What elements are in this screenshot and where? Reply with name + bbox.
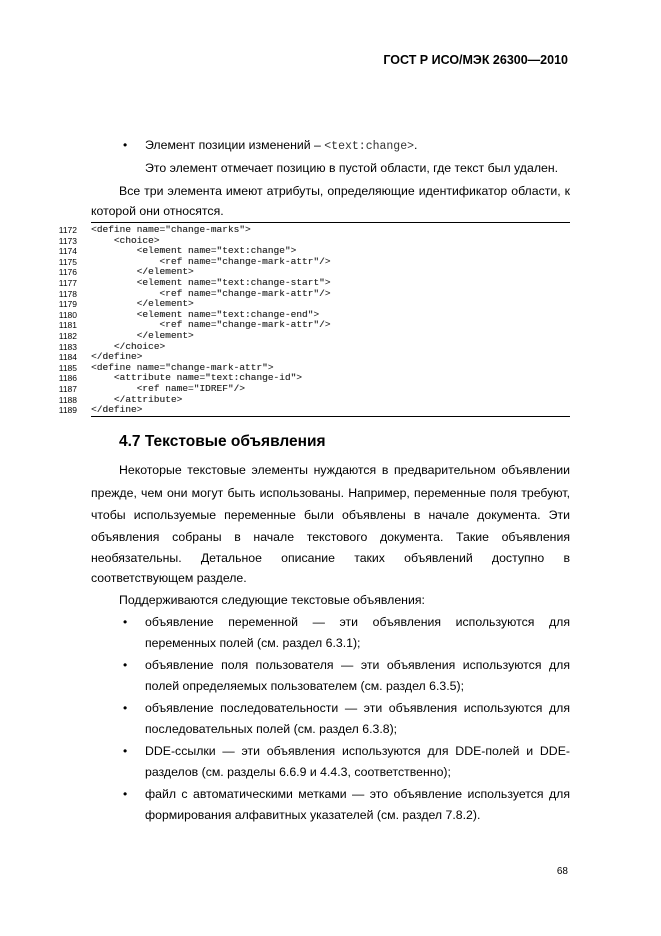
paragraph-line: необязательны. Детальное описание таких объявлений доступно в [91,551,570,565]
code-line-number: 1175 [58,256,77,267]
paragraph-line: соответствующем разделе. [91,571,247,585]
code-line-number: 1173 [58,235,77,246]
list-item-line: DDE-ссылки — эти объявления используются для DDE-полей и DDE- [145,744,570,758]
code-line-number: 1183 [58,341,77,352]
code-line-number: 1188 [58,394,77,405]
list-item-line: последовательных полей (см. раздел 6.3.8); [145,722,398,736]
list-item-line: объявление последовательности — эти объявления используются для [145,701,570,715]
paragraph-line: Все три элемента имеют атрибуты, определяющие идентификатор области, к [119,184,570,198]
code-line-text: <element name="text:change"> [91,245,297,257]
code-line-text: </element> [91,298,194,310]
bullet-marker: • [123,787,128,801]
code-line-text: <ref name="IDREF"/> [91,383,245,394]
list-item-line: объявление переменной — эти объявления используются для [145,615,570,629]
code-line-text: <ref name="change-mark-attr"/> [91,319,331,331]
section-title: 4.7 Текстовые объявления [119,433,326,450]
code-line-text: </choice> [91,340,166,352]
paragraph-line: Некоторые текстовые элементы нуждаются в предварительном объявлении [119,463,570,477]
code-line-number: 1180 [58,309,77,320]
paragraph-line: которой они относятся. [91,204,224,218]
code-bottom-rule [91,416,570,417]
code-top-rule [91,222,570,223]
bullet-change-element [145,138,417,153]
list-item-line: объявление поля пользователя — эти объявления используются для [145,658,570,672]
code-line-text: </attribute> [91,393,183,405]
list-item-line: файл с автоматическими метками — это объявление используется для [145,787,570,801]
bullet-marker: • [123,658,128,672]
list-item-line: разделов (см. разделы 6.6.9 и 4.4.3, соответственно); [145,765,451,779]
paragraph-line: прежде, чем они могут быть использованы. Например, переменные поля требуют, [91,486,570,500]
bullet-marker: • [123,615,128,629]
bullet-end: . [414,138,418,152]
bullet-marker: • [123,138,128,152]
code-line-number: 1178 [58,288,77,299]
code-line-text: </define> [91,404,143,416]
code-line-number: 1186 [58,373,77,384]
bullet-marker: • [123,701,128,715]
code-line-number: 1182 [58,331,77,341]
code-line-text: <define name="change-marks"> [91,224,251,235]
code-line-text: <ref name="change-mark-attr"/> [91,287,331,299]
page-number: 68 [556,866,568,877]
code-line-text: </define> [91,351,143,363]
bullet-marker: • [123,744,128,758]
code-line-text: <element name="text:change-start"> [91,277,331,288]
code-line-number: 1177 [58,278,77,288]
document-header: ГОСТ Р ИСО/МЭК 26300—2010 [383,53,568,67]
code-line-text: <define name="change-mark-attr"> [91,361,274,373]
code-line-number: 1179 [58,299,77,310]
code-line-text: <element name="text:change-end"> [91,308,320,320]
paragraph-line: чтобы используемые переменные были объявлены в начале документа. Эти [91,508,570,522]
list-item-line: полей определяемых пользователем (см. раздел 6.3.5); [145,679,464,693]
code-line-number: 1185 [58,362,77,373]
code-line-number: 1172 [58,225,77,235]
list-item-line: переменных полей (см. раздел 6.3.1); [145,636,361,650]
code-line-number: 1176 [58,267,77,278]
bullet-text: Элемент позиции изменений – [145,138,325,152]
code-line-text: <ref name="change-mark-attr"/> [91,255,331,267]
list-intro: Поддерживаются следующие текстовые объявления: [119,593,425,607]
code-line-text: </element> [91,266,194,278]
bullet-description: Это элемент отмечает позицию в пустой области, где текст был удален. [145,161,559,175]
inline-code-text-change: <text:change> [324,140,414,153]
code-line-number: 1187 [58,384,77,394]
code-line-number: 1174 [58,246,77,257]
code-line-number: 1184 [58,352,77,363]
paragraph-line: объявления собраны в начале текстового документа. Такие объявления [91,530,570,544]
list-item-line: формирования алфавитных указателей (см. раздел 7.8.2). [145,808,481,822]
code-line-number: 1189 [58,405,77,416]
code-line-number: 1181 [58,320,77,331]
code-line-text: </element> [91,330,194,341]
code-line-text: <choice> [91,234,160,246]
code-line-text: <attribute name="text:change-id"> [91,372,302,384]
